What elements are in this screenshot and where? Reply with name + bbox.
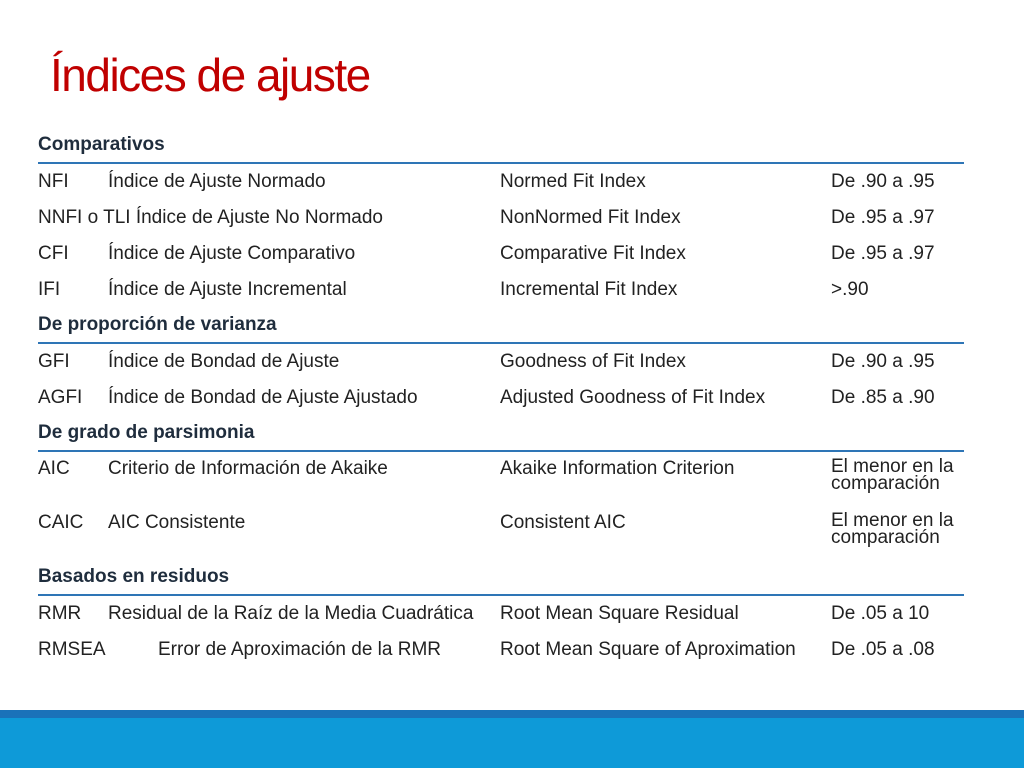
range-cell: >.90 xyxy=(831,279,869,300)
abbr-cell: GFI xyxy=(38,351,70,372)
spanish-name-cell: AIC Consistente xyxy=(108,512,246,533)
abbr-cell: AGFI xyxy=(38,387,83,408)
english-name-cell: Adjusted Goodness of Fit Index xyxy=(500,387,766,408)
spanish-name-cell: Criterio de Información de Akaike xyxy=(108,458,388,479)
table-row xyxy=(38,452,964,506)
footer-stripe xyxy=(0,710,1024,718)
table-row xyxy=(38,164,964,200)
table-row xyxy=(38,506,964,560)
table-row xyxy=(38,236,964,272)
table-row xyxy=(38,344,964,380)
english-name-cell: Normed Fit Index xyxy=(500,171,646,192)
spanish-name-cell: Índice de Ajuste Comparativo xyxy=(108,243,356,264)
english-name-cell: Consistent AIC xyxy=(500,512,626,533)
spanish-name-cell: Índice de Ajuste Incremental xyxy=(108,279,347,300)
spanish-name-cell: Índice de Bondad de Ajuste Ajustado xyxy=(108,387,418,408)
range-cell: De .90 a .95 xyxy=(831,171,935,192)
english-name-cell: Root Mean Square of Aproximation xyxy=(500,639,796,660)
slide-title: Índices de ajuste xyxy=(50,49,370,101)
spanish-name-cell: Índice de Ajuste Normado xyxy=(108,171,326,192)
range-cell: De .85 a .90 xyxy=(831,387,935,408)
abbr-and-spanish-name-cell: NNFI o TLI Índice de Ajuste No Normado xyxy=(38,207,383,228)
range-cell: De .90 a .95 xyxy=(831,351,935,372)
english-name-cell: Incremental Fit Index xyxy=(500,279,678,300)
range-cell: De .95 a .97 xyxy=(831,207,935,228)
abbr-cell: RMSEA xyxy=(38,639,106,660)
spanish-name-cell: Residual de la Raíz de la Media Cuadrática xyxy=(108,603,474,624)
spanish-name-cell: Índice de Bondad de Ajuste xyxy=(108,351,340,372)
range-cell: El menor en la comparación xyxy=(831,510,954,548)
spanish-name-cell: Error de Aproximación de la RMR xyxy=(158,639,441,660)
section-heading: Comparativos xyxy=(38,128,964,164)
footer-band xyxy=(0,710,1024,768)
table-row xyxy=(38,632,964,668)
abbr-cell: AIC xyxy=(38,458,70,479)
abbr-cell: CFI xyxy=(38,243,69,264)
range-cell: De .05 a 10 xyxy=(831,603,930,624)
section-heading: Basados en residuos xyxy=(38,560,964,596)
abbr-cell: NFI xyxy=(38,171,69,192)
section-heading: De grado de parsimonia xyxy=(38,416,964,452)
english-name-cell: Goodness of Fit Index xyxy=(500,351,686,372)
english-name-cell: Root Mean Square Residual xyxy=(500,603,739,624)
abbr-cell: RMR xyxy=(38,603,82,624)
abbr-cell: IFI xyxy=(38,279,61,300)
english-name-cell: Akaike Information Criterion xyxy=(500,458,735,479)
range-cell: De .05 a .08 xyxy=(831,639,935,660)
fit-index-table xyxy=(38,128,964,668)
english-name-cell: Comparative Fit Index xyxy=(500,243,686,264)
section-heading: De proporción de varianza xyxy=(38,308,964,344)
range-cell: El menor en la comparación xyxy=(831,456,954,494)
table-row xyxy=(38,272,964,308)
table-row xyxy=(38,596,964,632)
table-row xyxy=(38,380,964,416)
abbr-cell: CAIC xyxy=(38,512,84,533)
english-name-cell: NonNormed Fit Index xyxy=(500,207,681,228)
range-cell: De .95 a .97 xyxy=(831,243,935,264)
table-row xyxy=(38,200,964,236)
